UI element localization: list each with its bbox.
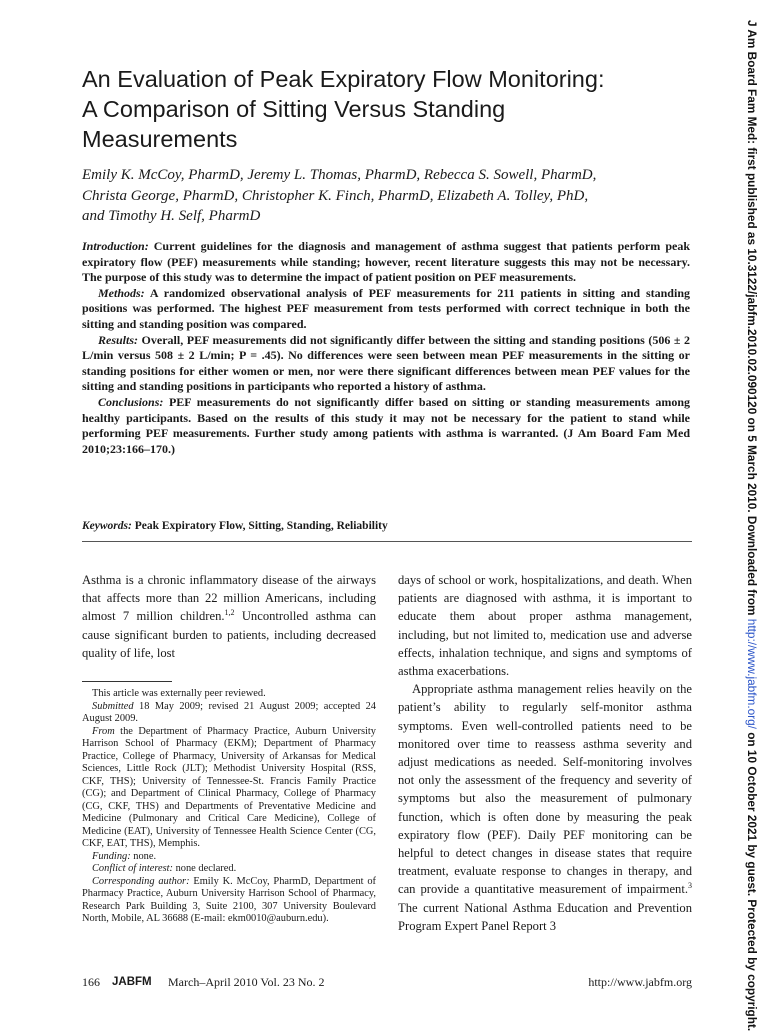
body-column-right (398, 571, 692, 935)
results-text: Overall, PEF measurements did not significantly differ between the sitting and standing positions (506 ± 2 L/min versus 508 ± 2 L/min; P = .45). No differences were seen between mean PEF measurements in the sitting or standing positions for either women or men, nor were there significant differences between mean PEF values for the sitting and standing positions in participants who reported a history of asthma. (82, 332, 690, 394)
article-title (82, 64, 702, 154)
article-notes (82, 688, 376, 926)
sidebar-text: on 10 October 2021 by guest. Protected by copyright. (745, 728, 759, 1031)
note-text: none. (130, 850, 157, 862)
note-label: Funding: (92, 850, 131, 862)
note-affiliations (82, 726, 376, 851)
copyright-sidebar (741, 20, 763, 1031)
note-text: the Department of Pharmacy Practice, Auburn University Harrison School of Pharmacy (EKM); Department of Pharmacy Practice, College of Pharmacy, University of Arkansas for Medical Sciences, Little Rock (JLT); Methodist University Hospital (RSS, CKF, THS); University of Tennessee-St. Francis Family Practice (CG); and Department of Clinical Pharmacy, College of Pharmacy (CG, CKF, THS) and Departments of Preventative Medicine and Medicine (Pulmonary and Critical Care Medicine), College of Medicine (EAT), University of Tennessee Health Science Center (CG, CKF, EAT, THS), Memphis. (82, 725, 376, 849)
author-line-3: and Timothy H. Self, PharmD (82, 208, 261, 224)
abstract-results (82, 333, 690, 395)
title-line-1: An Evaluation of Peak Expiratory Flow Monitoring: (82, 66, 605, 92)
section-divider (82, 541, 692, 542)
body-paragraph-1 (82, 571, 376, 662)
note-corresponding-author (82, 876, 376, 926)
sidebar-link[interactable]: http://www.jabfm.org/ (745, 618, 759, 729)
abstract-conclusions (82, 395, 690, 457)
note-conflict (82, 863, 376, 876)
footnote-divider (82, 681, 172, 682)
abstract-methods (82, 286, 690, 333)
note-label: Submitted (92, 700, 134, 712)
journal-abbrev: JABFM (112, 976, 152, 988)
author-line-2: Christa George, PharmD, Christopher K. Finch, PharmD, Elizabeth A. Tolley, PhD, (82, 187, 589, 204)
note-text: Emily K. McCoy, PharmD, Department of Pharmacy Practice, Auburn University Harrison School of Pharmacy, Research Park Building 3, Suite 2100, 307 University Boulevard North, Mobile, AL 36688 (E-mail: ekm0010@auburn.edu). (82, 875, 376, 924)
author-list (82, 165, 702, 227)
note-label: Conflict of interest: (92, 863, 173, 874)
title-line-3: Measurements (82, 126, 238, 152)
abstract-introduction (82, 239, 690, 286)
page-footer (82, 974, 692, 990)
note-label: From (92, 725, 115, 737)
introduction-text: Current guidelines for the diagnosis and management of asthma suggest that patients perform peak expiratory flow (PEF) measurements while standing; however, recent literature suggests this may not be necessary. The purpose of this study was to determine the impact of patient position on PEF measurements. (82, 239, 690, 285)
introduction-label: Introduction: (82, 239, 149, 253)
conclusions-text: PEF measurements do not significantly differ based on sitting or standing measurements among healthy participants. Based on the results of this study it may not be necessary for the patient to stand while performing PEF measurements. Further study among patients with asthma is warranted. (J Am Board Fam Med 2010;23:166–170.) (82, 394, 690, 456)
keywords (82, 519, 690, 534)
body-paragraph-2 (398, 680, 692, 935)
issue-info: March–April 2010 Vol. 23 No. 2 (168, 975, 325, 989)
journal-url[interactable]: http://www.jabfm.org (588, 975, 692, 989)
keywords-label: Keywords: (82, 520, 132, 532)
body-text: Appropriate asthma management relies heavily on the patient’s ability to regularly self-monitor asthma symptoms. Even well-controlled patients need to be monitored over time to reassess asthma severity and adjust medications as needed. Self-monitoring involves not only the assessment of the frequency and severity of symptoms but also the measurement of pulmonary function, which is often done by measuring the peak expiratory flow (PEF). Daily PEF monitoring can be helpful to detect changes in disease states that require treatment, evaluate response to changes in therapy, and can provide a quantitative measurement of impairment. (398, 682, 692, 897)
body-column-left (82, 571, 376, 662)
note-text: 18 May 2009; revised 21 August 2009; accepted 24 August 2009. (82, 700, 376, 724)
abstract (82, 239, 690, 457)
conclusions-label: Conclusions: (98, 394, 164, 409)
results-label: Results: (98, 332, 139, 347)
note-peer-review: This article was externally peer reviewed. (92, 688, 266, 699)
body-paragraph-1-cont: days of school or work, hospitalizations, and death. When patients are diagnosed with asthma, it is important to educate them about proper asthma management, including, but not limited to, medication use and adverse effects, inhalation technique, and signs and symptoms of asthma exacerbations. (398, 573, 692, 679)
methods-label: Methods: (98, 285, 145, 300)
citation-ref: 3 (688, 881, 692, 891)
note-label: Corresponding author: (92, 875, 190, 887)
note-funding (82, 851, 376, 864)
body-text: Uncontrolled asthma can cause significant burden to patients, including decreased quality of life, lost (82, 609, 377, 660)
copyright-notice (743, 20, 761, 1031)
citation-ref: 1,2 (224, 608, 235, 618)
keywords-text: Peak Expiratory Flow, Sitting, Standing, Reliability (131, 520, 388, 532)
body-text: Asthma is a chronic inflammatory disease of the airways that affects more than 22 million Americans, including almost 7 million children. (82, 573, 376, 624)
title-line-2: A Comparison of Sitting Versus Standing (82, 96, 506, 122)
methods-text: A randomized observational analysis of PEF measurements for 211 patients in sitting and standing positions was performed. The highest PEF measurement from tests performed with correct technique in both the sitting and standing position was compared. (82, 285, 690, 331)
note-text: none declared. (173, 863, 237, 874)
body-text: The current National Asthma Education and Prevention Program Expert Panel Report 3 (398, 900, 692, 933)
page-number: 166 (82, 975, 100, 989)
sidebar-text: J Am Board Fam Med: first published as 10.3122/jabfm.2010.02.090120 on 5 March 2010. Downloaded from (745, 20, 759, 619)
author-line-1: Emily K. McCoy, PharmD, Jeremy L. Thomas, PharmD, Rebecca S. Sowell, PharmD, (82, 167, 597, 183)
note-submitted (82, 701, 376, 726)
